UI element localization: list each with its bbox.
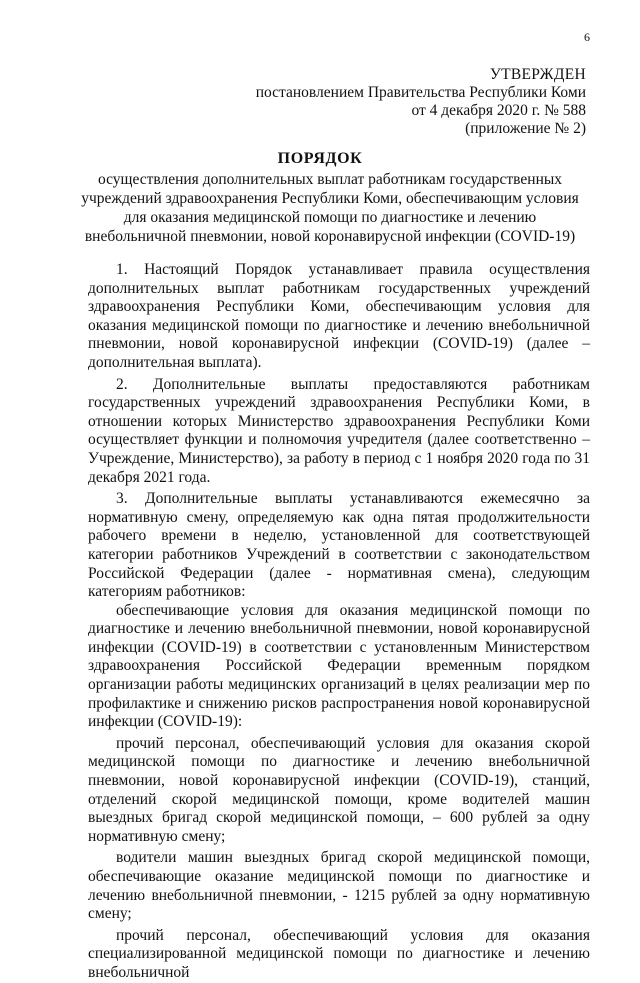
paragraph-category-intro: обеспечивающие условия для оказания медицинской помощи по диагностике и лечению внебольничной пневмонии, новой коронавирусной инфекции (COVID-19) в соответствии с установленным Министерством здравоохранения Российской Федерации временным порядком организации работы медицинских организаций в целях реализации мер по профилактике и снижению рисков распространения новой коронавирусной инфекции (COVID-19): [88, 601, 590, 731]
approval-heading: УТВЕРЖДЕН [489, 66, 586, 83]
paragraph-ambulance-staff: прочий персонал, обеспечивающий условия для оказания скорой медицинской помощи по диагностике и лечению внебольничной пневмонии, новой коронавирусной инфекции (COVID-19), станций, отделений скорой медицинской помощи, кроме водителей машин выездных бригад скорой медицинской помощи, – 600 рублей за одну нормативную смену; [88, 734, 590, 845]
approval-appendix: (приложение № 2) [465, 120, 586, 137]
document-subtitle: осуществления дополнительных выплат работникам государственных учреждений здравоохранения Республики Коми, обеспечивающим условия для оказания медицинской помощи по диагностике и лечению внебольничной пневмонии, новой коронавирусной инфекции (COVID-19) [81, 171, 579, 245]
paragraph-1: 1. Настоящий Порядок устанавливает правила осуществления дополнительных выплат работникам государственных учреждений здравоохранения Республики Коми, обеспечивающим условия для оказания медицинской помощи по диагностике и лечению внебольничной пневмонии, новой коронавирусной инфекции (COVID-19) (далее – дополнительная выплата). [88, 261, 590, 371]
approval-block [256, 66, 586, 138]
approval-date: от 4 декабря 2020 г. № 588 [411, 102, 586, 119]
paragraph-3: 3. Дополнительные выплаты устанавливаются ежемесячно за нормативную смену, определяемую как одна пятая продолжительности рабочего времени в неделю, установленной для соответствующей категории работников Учреждений в соответствии с законодательством Российской Федерации (далее - нормативная смена), следующим категориям работников: [88, 490, 590, 601]
paragraph-2: 2. Дополнительные выплаты предоставляются работникам государственных учреждений здравоохранения Республики Коми, в отношении которых Министерство здравоохранения Республики Коми осуществляет функции и полномочия учредителя (далее соответственно – Учреждение, Министерство), за работу в период с 1 ноября 2020 года по 31 декабря 2021 года. [88, 375, 590, 486]
paragraph-specialized-staff: прочий персонал, обеспечивающий условия для оказания специализированной медицинской помощи по диагностике и лечению внебольничной [88, 926, 590, 981]
paragraph-ambulance-drivers: водители машин выездных бригад скорой медицинской помощи, обеспечивающие оказание медицинской помощи по диагностике и лечению внебольничной пневмонии, - 1215 рублей за одну нормативную смену; [88, 849, 590, 923]
page-number: 6 [584, 30, 590, 44]
document-body [88, 261, 590, 983]
document-title: ПОРЯДОК [277, 150, 363, 167]
approval-resolution: постановлением Правительства Республики Коми [255, 84, 586, 101]
